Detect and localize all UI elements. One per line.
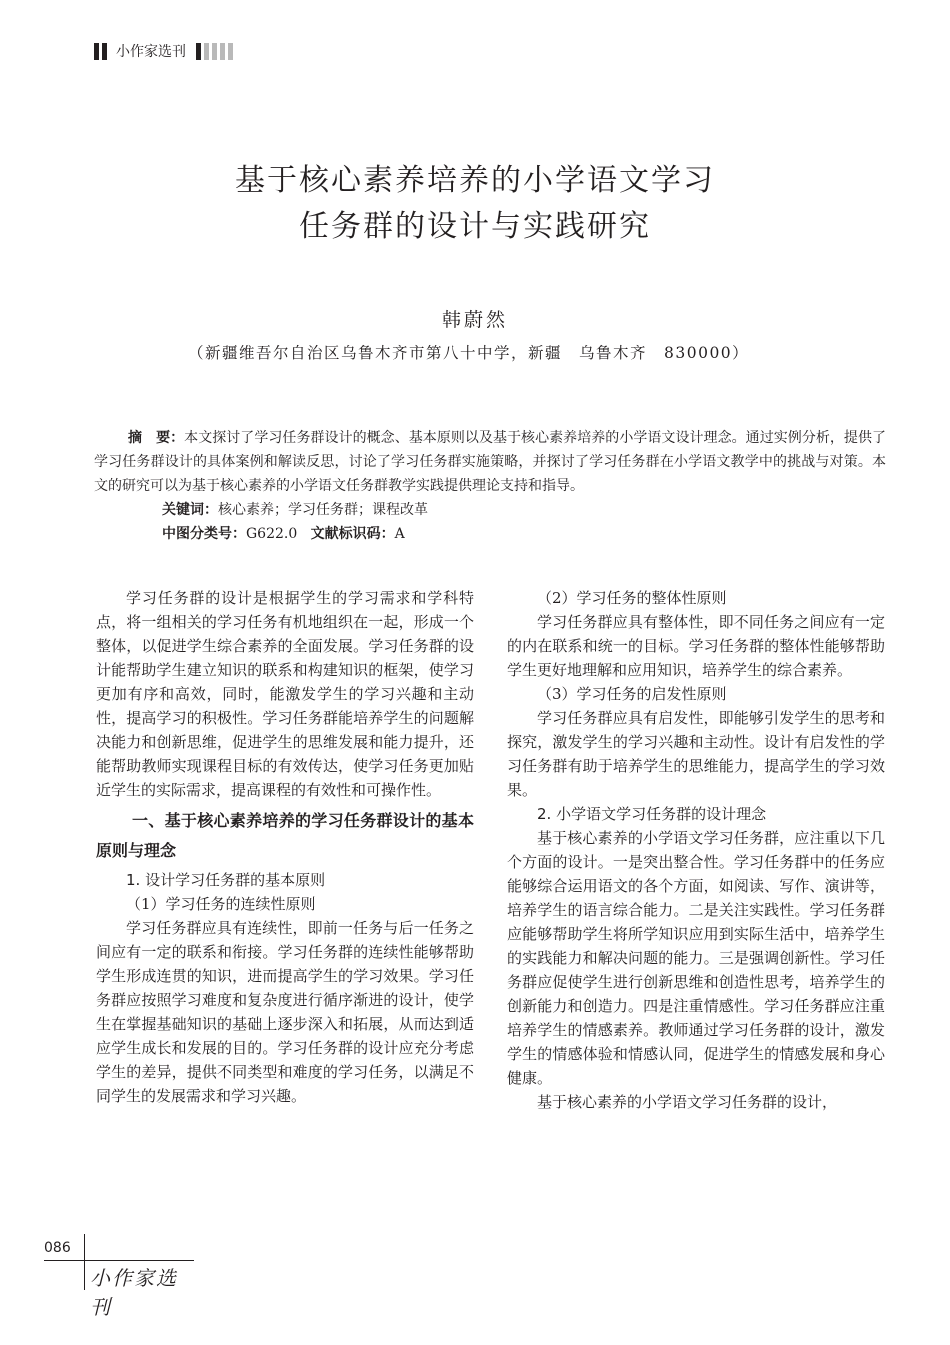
clc-label: 中图分类号： (162, 526, 246, 542)
keywords-text: 核心素养；学习任务群；课程改革 (218, 502, 428, 518)
abstract-label: 摘 要： (128, 430, 185, 446)
title-line-2: 任务群的设计与实践研究 (299, 209, 651, 244)
header-bar-decoration (94, 43, 99, 60)
header-bar-decoration (228, 43, 233, 60)
title-line-1: 基于核心素养培养的小学语文学习 (235, 163, 715, 198)
header-bar-decoration (212, 43, 217, 60)
article-title (0, 158, 950, 250)
body-paragraph: 学习任务群的设计是根据学生的学习需求和学科特点，将一组相关的学习任务有机地组织在一起，形成一个整体，以促进学生综合素养的全面发展。学习任务群的设计能帮助学生建立知识的联系和构建知识的框架，使学习更加有序和高效，同时，能激发学生的学习兴趣和主动性，提高学习的积极性。学习任务群能培养学生的问题解决能力和创新思维，促进学生的思维发展和能力提升，还能帮助教师实现课程目标的有效传达，使学习任务更加贴近学生的实际需求，提高课程的有效性和可操作性。 (96, 589, 474, 799)
body-paragraph: 学习任务群应具有连续性，即前一任务与后一任务之间应有一定的联系和衔接。学习任务群的连续性能够帮助学生形成连贯的知识，进而提高学生的学习效果。学习任务群应按照学习难度和复杂度进行循序渐进的设计，使学生在掌握基础知识的基础上逐步深入和拓展，从而达到适应学生成长和发展的目的。学习任务群的设计应充分考虑学生的差异，提供不同类型和难度的学习任务，以满足不同学生的发展需求和学习兴趣。 (96, 919, 474, 1105)
keywords-label: 关键词： (162, 502, 218, 518)
item-heading: （1）学习任务的连续性原则 (126, 895, 316, 913)
footer-divider (84, 1234, 85, 1290)
header-bar-decoration (102, 43, 107, 60)
header-bar-decoration (196, 43, 201, 60)
item-heading: （2）学习任务的整体性原则 (537, 589, 727, 607)
abstract-block (94, 426, 886, 546)
subsection-heading: 1. 设计学习任务群的基本原则 (126, 871, 326, 889)
doc-code-label: 文献标识码： (310, 526, 395, 542)
body-paragraph: 基于核心素养的小学语文学习任务群的设计， (537, 1093, 838, 1111)
abstract-text: 本文探讨了学习任务群设计的概念、基本原则以及基于核心素养培养的小学语文设计理念。通过实例分析，提供了学习任务群设计的具体案例和解读反思，讨论了学习任务群实施策略，并探讨了学习任务群在小学语文教学中的挑战与对策。本文的研究可以为基于核心素养的小学语文任务群教学实践提供理论支持和指导。 (94, 430, 887, 494)
item-heading: （3）学习任务的启发性原则 (537, 685, 727, 703)
header-bar-decoration (220, 43, 225, 60)
keywords-line (94, 498, 886, 522)
author-name: 韩蔚然 (441, 309, 508, 331)
journal-logo: 小作家选刊 (90, 1266, 178, 1319)
footer-rule (44, 1260, 194, 1261)
author-affiliation: （新疆维吾尔自治区乌鲁木齐市第八十中学，新疆 乌鲁木齐 830000） (188, 344, 750, 362)
right-column (507, 586, 885, 1114)
journal-name: 小作家选刊 (116, 44, 186, 60)
body-paragraph: 学习任务群应具有整体性，即不同任务之间应有一定的内在联系和统一的目标。学习任务群的整体性能够帮助学生更好地理解和应用知识，培养学生的综合素养。 (507, 613, 885, 679)
section-heading: 一、基于核心素养培养的学习任务群设计的基本原则与理念 (96, 811, 474, 860)
doc-code-value: A (394, 526, 405, 542)
left-column (96, 586, 474, 1108)
running-header (94, 40, 236, 62)
page-number: 086 (44, 1240, 71, 1256)
header-bar-decoration (204, 43, 209, 60)
classification-line (94, 522, 886, 546)
clc-value: G622.0 (246, 526, 298, 542)
abstract-paragraph (94, 426, 886, 498)
subsection-heading: 2. 小学语文学习任务群的设计理念 (537, 805, 767, 823)
body-paragraph: 学习任务群应具有启发性，即能够引发学生的思考和探究，激发学生的学习兴趣和主动性。设计有启发性的学习任务群有助于培养学生的思维能力，提高学生的学习效果。 (507, 709, 885, 799)
body-paragraph: 基于核心素养的小学语文学习任务群，应注重以下几个方面的设计。一是突出整合性。学习任务群中的任务应能够综合运用语文的各个方面，如阅读、写作、演讲等，培养学生的语言综合能力。二是关注实践性。学习任务群应能够帮助学生将所学知识应用到实际生活中，培养学生的实践能力和解决问题的能力。三是强调创新性。学习任务群应促使学生进行创新思维和创造性思考，培养学生的创新能力和创造力。四是注重情感性。学习任务群应注重培养学生的情感素养。教师通过学习任务群的设计，激发学生的情感体验和情感认同，促进学生的情感发展和身心健康。 (507, 829, 885, 1087)
page-footer (44, 1234, 194, 1319)
